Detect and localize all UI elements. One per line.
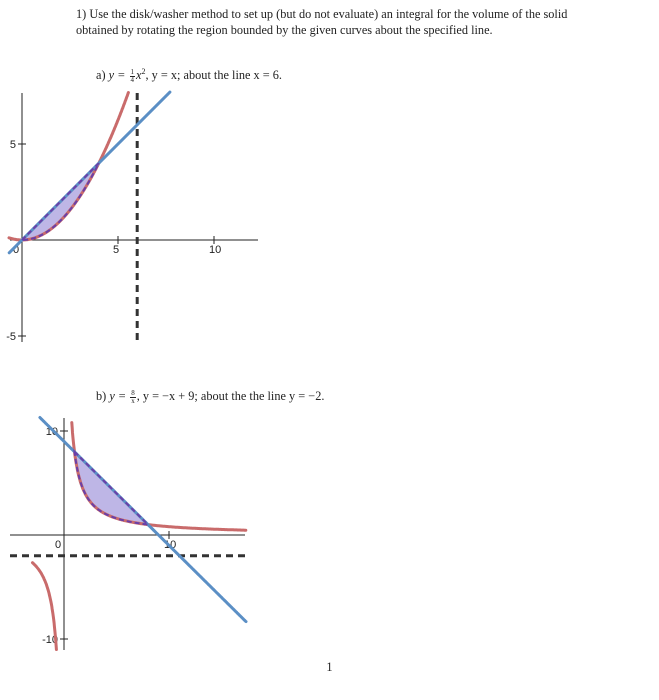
y-tick-label-1-0: 10 [45,426,58,438]
x-tick-label-0-2: 10 [209,244,222,256]
y-tick-label-1-1: -10 [42,634,58,646]
problem-text: 1) Use the disk/washer method to set up (but do not evaluate) an integral for the volume of the solid obtained by rotating the region bounded by the given curves about the specified line. [76,7,568,37]
part-b-letter: b) [96,389,107,403]
x-tick-label-1-1: 10 [164,539,177,551]
part-b-eq1-lhs: y = [109,389,130,403]
x-tick-label-0-1: 5 [113,244,120,256]
x-tick-label-0-0: 0 [13,244,20,256]
part-b-frac-num: 8 [131,388,135,397]
part-a-exponent: 2 [141,67,146,76]
part-b-eq2: , y = −x + 9; about the the line y = −2. [136,389,325,403]
part-a-eq2: , y = x; about the line x = 6. [145,68,282,83]
y-tick-label-0-1: -5 [6,331,16,343]
part-b-frac-den: x [131,396,135,405]
part-a-eq1-lhs: y = [108,68,129,83]
x-tick-label-1-0: 0 [55,539,62,551]
part-a-frac-num: 1 [130,67,135,76]
part-a-letter: a) [96,68,106,83]
y-tick-label-0-0: 5 [9,139,16,151]
page-number: 1 [326,660,333,674]
part-a-eq1-rhs: x [136,68,142,83]
part-a-frac-den: 4 [130,75,135,84]
